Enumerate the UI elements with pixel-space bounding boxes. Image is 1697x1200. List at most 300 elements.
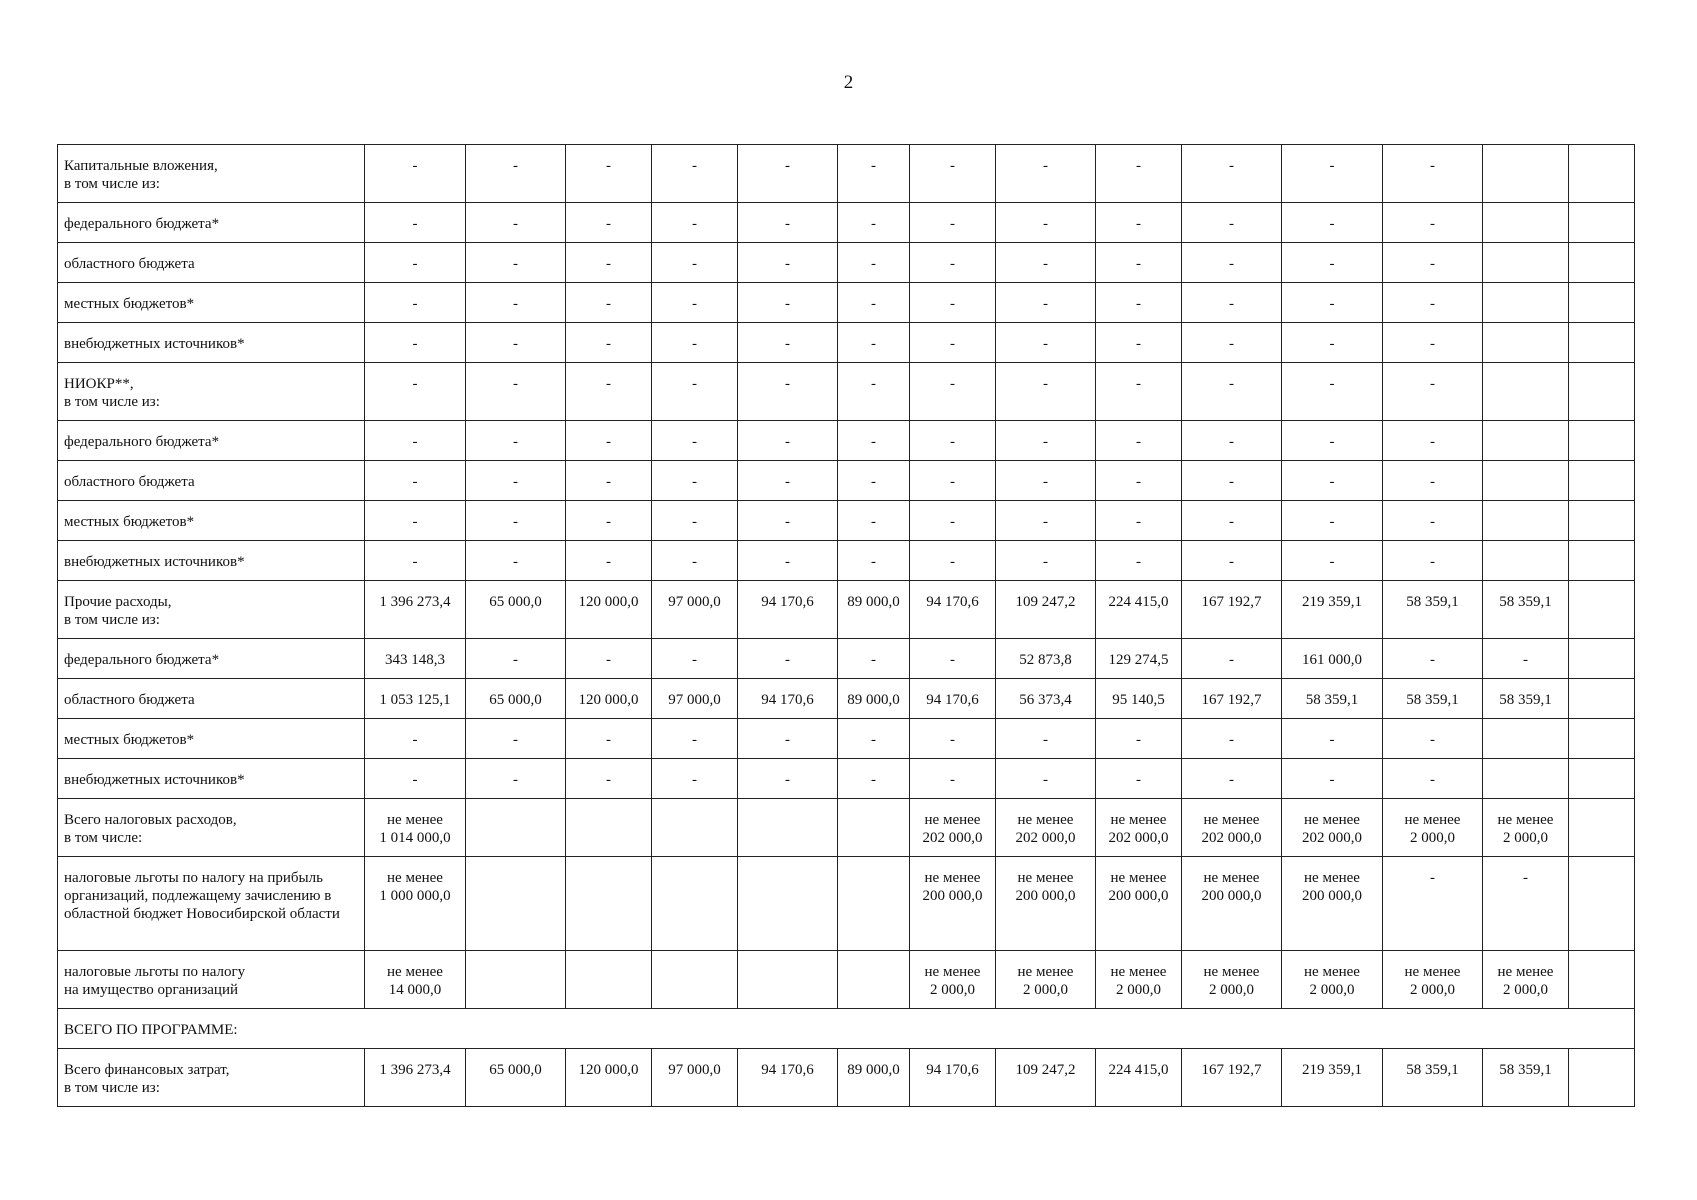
row-label-cell: внебюджетных источников* xyxy=(58,541,365,581)
value-cell: 219 359,1 xyxy=(1282,581,1383,639)
value-cell: 58 359,1 xyxy=(1383,679,1483,719)
value-cell: - xyxy=(1282,363,1383,421)
value-cell xyxy=(652,857,738,951)
value-cell: - xyxy=(466,639,566,679)
table-row xyxy=(58,243,1635,283)
value-cell: - xyxy=(1483,639,1569,679)
value-cell xyxy=(1569,759,1635,799)
value-cell: не менее 200 000,0 xyxy=(996,857,1096,951)
value-cell: - xyxy=(1182,203,1282,243)
row-label-cell: Всего налоговых расходов, в том числе: xyxy=(58,799,365,857)
value-cell: - xyxy=(996,501,1096,541)
value-cell: - xyxy=(652,759,738,799)
value-cell xyxy=(1569,363,1635,421)
value-cell: - xyxy=(1483,857,1569,951)
value-cell: - xyxy=(1096,363,1182,421)
value-cell: 94 170,6 xyxy=(910,679,996,719)
value-cell: - xyxy=(996,145,1096,203)
value-cell: - xyxy=(466,541,566,581)
value-cell: - xyxy=(1282,283,1383,323)
value-cell: - xyxy=(1096,501,1182,541)
value-cell: - xyxy=(910,759,996,799)
value-cell: - xyxy=(365,323,466,363)
value-cell: - xyxy=(466,421,566,461)
value-cell: не менее 2 000,0 xyxy=(1383,951,1483,1009)
value-cell: 167 192,7 xyxy=(1182,679,1282,719)
value-cell xyxy=(1483,145,1569,203)
value-cell: 56 373,4 xyxy=(996,679,1096,719)
value-cell: 219 359,1 xyxy=(1282,1049,1383,1107)
value-cell: не менее 200 000,0 xyxy=(1182,857,1282,951)
value-cell: 58 359,1 xyxy=(1483,1049,1569,1107)
value-cell: 58 359,1 xyxy=(1483,679,1569,719)
value-cell: 343 148,3 xyxy=(365,639,466,679)
value-cell: - xyxy=(566,283,652,323)
value-cell: - xyxy=(652,501,738,541)
value-cell: не менее 202 000,0 xyxy=(1282,799,1383,857)
value-cell: - xyxy=(1282,421,1383,461)
value-cell: - xyxy=(738,501,838,541)
value-cell xyxy=(1569,203,1635,243)
value-cell: - xyxy=(910,283,996,323)
value-cell: 97 000,0 xyxy=(652,1049,738,1107)
value-cell: - xyxy=(910,323,996,363)
row-label-cell: областного бюджета xyxy=(58,243,365,283)
value-cell xyxy=(1569,719,1635,759)
value-cell: - xyxy=(838,283,910,323)
value-cell: - xyxy=(1182,719,1282,759)
value-cell xyxy=(1483,283,1569,323)
value-cell: 120 000,0 xyxy=(566,581,652,639)
value-cell: - xyxy=(466,363,566,421)
value-cell: - xyxy=(996,323,1096,363)
value-cell: 89 000,0 xyxy=(838,1049,910,1107)
value-cell: - xyxy=(365,421,466,461)
value-cell: 120 000,0 xyxy=(566,679,652,719)
table-row xyxy=(58,799,1635,857)
value-cell: - xyxy=(838,541,910,581)
row-label-cell: местных бюджетов* xyxy=(58,283,365,323)
value-cell: - xyxy=(738,283,838,323)
value-cell: не менее 2 000,0 xyxy=(1483,951,1569,1009)
value-cell: - xyxy=(1182,283,1282,323)
table-row xyxy=(58,679,1635,719)
value-cell: - xyxy=(1182,501,1282,541)
value-cell xyxy=(1569,799,1635,857)
value-cell xyxy=(1569,421,1635,461)
value-cell: - xyxy=(1182,243,1282,283)
value-cell: - xyxy=(566,243,652,283)
value-cell: не менее 2 000,0 xyxy=(1182,951,1282,1009)
value-cell: - xyxy=(838,759,910,799)
value-cell: 1 396 273,4 xyxy=(365,1049,466,1107)
value-cell xyxy=(566,951,652,1009)
value-cell: - xyxy=(566,719,652,759)
value-cell: - xyxy=(466,501,566,541)
value-cell: - xyxy=(910,461,996,501)
value-cell: - xyxy=(738,323,838,363)
value-cell: - xyxy=(1383,323,1483,363)
value-cell: - xyxy=(838,323,910,363)
value-cell: - xyxy=(1182,421,1282,461)
value-cell: - xyxy=(1096,203,1182,243)
row-label-cell: областного бюджета xyxy=(58,679,365,719)
value-cell: - xyxy=(738,639,838,679)
value-cell: 1 396 273,4 xyxy=(365,581,466,639)
value-cell: не менее 14 000,0 xyxy=(365,951,466,1009)
value-cell: - xyxy=(466,323,566,363)
value-cell: 129 274,5 xyxy=(1096,639,1182,679)
value-cell: - xyxy=(1096,421,1182,461)
row-label-cell: местных бюджетов* xyxy=(58,501,365,541)
value-cell: - xyxy=(1182,541,1282,581)
value-cell xyxy=(466,799,566,857)
value-cell: - xyxy=(652,421,738,461)
value-cell xyxy=(1569,857,1635,951)
row-label-cell: Всего финансовых затрат, в том числе из: xyxy=(58,1049,365,1107)
value-cell: 94 170,6 xyxy=(910,1049,996,1107)
value-cell: - xyxy=(466,283,566,323)
value-cell xyxy=(1483,719,1569,759)
table-row xyxy=(58,759,1635,799)
table-row xyxy=(58,1009,1635,1049)
value-cell: - xyxy=(652,283,738,323)
value-cell: - xyxy=(738,145,838,203)
value-cell: - xyxy=(466,461,566,501)
value-cell: - xyxy=(1282,145,1383,203)
value-cell: - xyxy=(910,639,996,679)
value-cell: - xyxy=(566,145,652,203)
value-cell: не менее 200 000,0 xyxy=(910,857,996,951)
value-cell: не менее 2 000,0 xyxy=(910,951,996,1009)
value-cell: - xyxy=(996,363,1096,421)
value-cell xyxy=(566,799,652,857)
row-label-cell: налоговые льготы по налогу на имущество организаций xyxy=(58,951,365,1009)
value-cell: - xyxy=(566,363,652,421)
value-cell xyxy=(1569,243,1635,283)
value-cell xyxy=(1569,1049,1635,1107)
value-cell: - xyxy=(652,719,738,759)
value-cell: - xyxy=(365,203,466,243)
value-cell xyxy=(1483,363,1569,421)
value-cell: - xyxy=(838,145,910,203)
value-cell xyxy=(1483,203,1569,243)
row-label-cell: Прочие расходы, в том числе из: xyxy=(58,581,365,639)
value-cell: - xyxy=(996,461,1096,501)
value-cell: - xyxy=(1383,541,1483,581)
value-cell: - xyxy=(1096,323,1182,363)
value-cell: 65 000,0 xyxy=(466,1049,566,1107)
value-cell: - xyxy=(365,363,466,421)
value-cell: 1 053 125,1 xyxy=(365,679,466,719)
value-cell: - xyxy=(1182,323,1282,363)
value-cell: - xyxy=(566,541,652,581)
value-cell xyxy=(1569,679,1635,719)
value-cell xyxy=(652,951,738,1009)
value-cell: не менее 200 000,0 xyxy=(1096,857,1182,951)
section-header-cell: ВСЕГО ПО ПРОГРАММЕ: xyxy=(58,1009,1635,1049)
value-cell xyxy=(466,951,566,1009)
value-cell: - xyxy=(1282,461,1383,501)
page-number: 2 xyxy=(843,72,854,93)
value-cell: не менее 1 000 000,0 xyxy=(365,857,466,951)
value-cell: 58 359,1 xyxy=(1282,679,1383,719)
table-row xyxy=(58,203,1635,243)
value-cell xyxy=(1569,951,1635,1009)
value-cell: - xyxy=(1383,759,1483,799)
row-label-cell: внебюджетных источников* xyxy=(58,759,365,799)
value-cell: 167 192,7 xyxy=(1182,1049,1282,1107)
value-cell: - xyxy=(1383,857,1483,951)
value-cell xyxy=(1483,461,1569,501)
value-cell xyxy=(1483,243,1569,283)
value-cell: - xyxy=(1096,243,1182,283)
value-cell: не менее 1 014 000,0 xyxy=(365,799,466,857)
value-cell: - xyxy=(1282,719,1383,759)
value-cell: - xyxy=(838,639,910,679)
table-row xyxy=(58,421,1635,461)
value-cell: 97 000,0 xyxy=(652,581,738,639)
value-cell: 58 359,1 xyxy=(1383,1049,1483,1107)
value-cell: - xyxy=(738,363,838,421)
value-cell xyxy=(838,951,910,1009)
table-row xyxy=(58,501,1635,541)
value-cell: - xyxy=(738,719,838,759)
value-cell: - xyxy=(1096,759,1182,799)
value-cell: - xyxy=(910,145,996,203)
value-cell: 58 359,1 xyxy=(1383,581,1483,639)
value-cell: - xyxy=(652,541,738,581)
value-cell: 94 170,6 xyxy=(910,581,996,639)
value-cell: - xyxy=(738,759,838,799)
value-cell: - xyxy=(1383,203,1483,243)
value-cell xyxy=(1483,421,1569,461)
value-cell: - xyxy=(365,283,466,323)
value-cell: не менее 200 000,0 xyxy=(1282,857,1383,951)
value-cell xyxy=(1483,759,1569,799)
value-cell: - xyxy=(365,541,466,581)
value-cell: не менее 202 000,0 xyxy=(910,799,996,857)
value-cell: - xyxy=(838,719,910,759)
value-cell: - xyxy=(910,719,996,759)
value-cell: - xyxy=(996,541,1096,581)
value-cell: - xyxy=(1182,363,1282,421)
table-row xyxy=(58,323,1635,363)
value-cell: - xyxy=(738,461,838,501)
table-row xyxy=(58,581,1635,639)
value-cell: - xyxy=(1096,283,1182,323)
table-row xyxy=(58,1049,1635,1107)
value-cell: - xyxy=(1282,203,1383,243)
value-cell: - xyxy=(1383,145,1483,203)
value-cell: 167 192,7 xyxy=(1182,581,1282,639)
value-cell: - xyxy=(996,283,1096,323)
value-cell: - xyxy=(738,203,838,243)
row-label-cell: НИОКР**, в том числе из: xyxy=(58,363,365,421)
value-cell: - xyxy=(838,363,910,421)
value-cell: - xyxy=(365,759,466,799)
financing-table xyxy=(57,144,1635,1107)
value-cell: - xyxy=(466,243,566,283)
value-cell: - xyxy=(566,323,652,363)
value-cell: - xyxy=(652,243,738,283)
value-cell: - xyxy=(652,363,738,421)
row-label-cell: федерального бюджета* xyxy=(58,203,365,243)
value-cell: - xyxy=(566,639,652,679)
table-row xyxy=(58,541,1635,581)
value-cell: - xyxy=(1282,541,1383,581)
value-cell: 89 000,0 xyxy=(838,581,910,639)
value-cell: 224 415,0 xyxy=(1096,1049,1182,1107)
value-cell: - xyxy=(910,243,996,283)
row-label-cell: федерального бюджета* xyxy=(58,639,365,679)
value-cell: - xyxy=(1383,363,1483,421)
value-cell: - xyxy=(1182,639,1282,679)
value-cell xyxy=(738,951,838,1009)
value-cell: - xyxy=(652,145,738,203)
value-cell xyxy=(1483,501,1569,541)
value-cell xyxy=(738,857,838,951)
value-cell: - xyxy=(1096,145,1182,203)
value-cell: - xyxy=(1282,759,1383,799)
value-cell: не менее 202 000,0 xyxy=(1182,799,1282,857)
value-cell xyxy=(566,857,652,951)
value-cell xyxy=(1569,501,1635,541)
value-cell: 120 000,0 xyxy=(566,1049,652,1107)
row-label-cell: Капитальные вложения, в том числе из: xyxy=(58,145,365,203)
value-cell: - xyxy=(838,421,910,461)
table-row xyxy=(58,639,1635,679)
value-cell xyxy=(1569,283,1635,323)
value-cell: - xyxy=(1383,461,1483,501)
value-cell: - xyxy=(910,203,996,243)
value-cell: - xyxy=(738,243,838,283)
value-cell: 109 247,2 xyxy=(996,581,1096,639)
value-cell: - xyxy=(466,145,566,203)
value-cell: - xyxy=(996,759,1096,799)
value-cell: - xyxy=(652,323,738,363)
value-cell: - xyxy=(1096,541,1182,581)
value-cell: не менее 2 000,0 xyxy=(1483,799,1569,857)
row-label-cell: внебюджетных источников* xyxy=(58,323,365,363)
value-cell: - xyxy=(1383,421,1483,461)
value-cell xyxy=(838,857,910,951)
value-cell: - xyxy=(910,501,996,541)
value-cell: - xyxy=(838,501,910,541)
value-cell: - xyxy=(365,243,466,283)
value-cell: - xyxy=(738,421,838,461)
table-row xyxy=(58,283,1635,323)
value-cell: - xyxy=(566,203,652,243)
value-cell: - xyxy=(1282,501,1383,541)
row-label-cell: областного бюджета xyxy=(58,461,365,501)
table-row xyxy=(58,145,1635,203)
value-cell: - xyxy=(838,203,910,243)
value-cell xyxy=(738,799,838,857)
value-cell: 58 359,1 xyxy=(1483,581,1569,639)
table-row xyxy=(58,951,1635,1009)
value-cell: - xyxy=(1282,243,1383,283)
value-cell: 97 000,0 xyxy=(652,679,738,719)
value-cell: 161 000,0 xyxy=(1282,639,1383,679)
value-cell: не менее 2 000,0 xyxy=(1383,799,1483,857)
value-cell: - xyxy=(466,759,566,799)
value-cell: 65 000,0 xyxy=(466,581,566,639)
value-cell: - xyxy=(838,461,910,501)
value-cell: не менее 2 000,0 xyxy=(1096,951,1182,1009)
value-cell xyxy=(1483,323,1569,363)
table-row xyxy=(58,857,1635,951)
value-cell: - xyxy=(566,759,652,799)
value-cell: - xyxy=(996,243,1096,283)
value-cell: 224 415,0 xyxy=(1096,581,1182,639)
row-label-cell: налоговые льготы по налогу на прибыль организаций, подлежащему зачислению в областной бюджет Новосибирской области xyxy=(58,857,365,951)
value-cell xyxy=(1569,145,1635,203)
value-cell: - xyxy=(910,541,996,581)
value-cell: - xyxy=(1182,145,1282,203)
value-cell xyxy=(466,857,566,951)
value-cell xyxy=(838,799,910,857)
value-cell: - xyxy=(652,461,738,501)
value-cell: 94 170,6 xyxy=(738,1049,838,1107)
value-cell: 94 170,6 xyxy=(738,679,838,719)
value-cell xyxy=(1569,541,1635,581)
row-label-cell: местных бюджетов* xyxy=(58,719,365,759)
value-cell: не менее 202 000,0 xyxy=(1096,799,1182,857)
value-cell: - xyxy=(365,501,466,541)
value-cell xyxy=(652,799,738,857)
value-cell: 109 247,2 xyxy=(996,1049,1096,1107)
value-cell: - xyxy=(566,421,652,461)
value-cell: - xyxy=(996,719,1096,759)
value-cell: - xyxy=(738,541,838,581)
value-cell: - xyxy=(566,501,652,541)
value-cell: не менее 2 000,0 xyxy=(996,951,1096,1009)
table-row xyxy=(58,461,1635,501)
value-cell: - xyxy=(838,243,910,283)
value-cell: - xyxy=(910,363,996,421)
value-cell: - xyxy=(1096,719,1182,759)
value-cell: - xyxy=(1383,243,1483,283)
value-cell xyxy=(1569,639,1635,679)
value-cell: не менее 2 000,0 xyxy=(1282,951,1383,1009)
value-cell: - xyxy=(1383,719,1483,759)
value-cell: - xyxy=(652,203,738,243)
value-cell xyxy=(1569,581,1635,639)
value-cell: - xyxy=(910,421,996,461)
value-cell: - xyxy=(466,203,566,243)
value-cell: - xyxy=(1096,461,1182,501)
value-cell: - xyxy=(996,421,1096,461)
value-cell: 89 000,0 xyxy=(838,679,910,719)
row-label-cell: федерального бюджета* xyxy=(58,421,365,461)
value-cell: 65 000,0 xyxy=(466,679,566,719)
value-cell: - xyxy=(365,719,466,759)
table-row xyxy=(58,363,1635,421)
value-cell: - xyxy=(466,719,566,759)
value-cell: - xyxy=(566,461,652,501)
value-cell: - xyxy=(1383,639,1483,679)
value-cell: - xyxy=(1383,501,1483,541)
value-cell xyxy=(1569,461,1635,501)
value-cell: - xyxy=(1282,323,1383,363)
value-cell: 95 140,5 xyxy=(1096,679,1182,719)
value-cell: не менее 202 000,0 xyxy=(996,799,1096,857)
value-cell: - xyxy=(365,461,466,501)
value-cell: - xyxy=(1182,759,1282,799)
table-body xyxy=(58,145,1635,1107)
value-cell xyxy=(1569,323,1635,363)
